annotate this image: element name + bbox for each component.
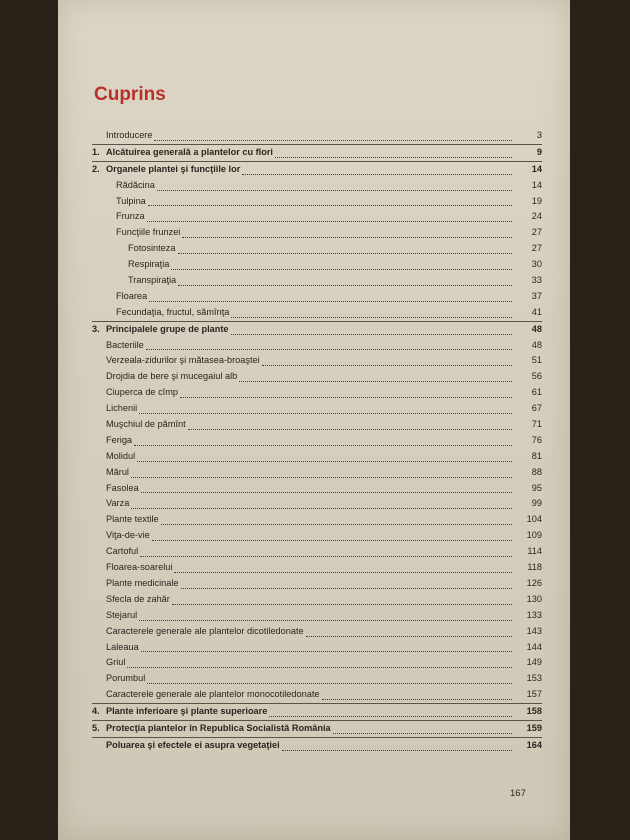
toc-entry-page: 48 [531, 339, 542, 350]
toc-entry-page: 51 [531, 355, 542, 366]
book-page [58, 0, 570, 840]
toc-leader-dots [161, 508, 512, 525]
toc-leader-dots [141, 636, 512, 653]
toc-leader-dots [181, 572, 512, 589]
toc-entry-label: Introducere [106, 130, 153, 140]
toc-leader-dots [182, 221, 512, 238]
toc-entry-page: 76 [531, 434, 542, 445]
toc-entry-label: Organele plantei şi funcţiile lor [106, 163, 241, 174]
toc-entry-page: 130 [526, 593, 542, 604]
toc-leader-dots [157, 174, 512, 191]
toc-leader-dots [178, 237, 512, 254]
toc-entry-page: 144 [526, 641, 542, 652]
toc-entry-label: Tulpina [116, 195, 146, 206]
toc-entry-page: 14 [531, 163, 542, 174]
toc-entry-label: Mărul [106, 466, 129, 477]
toc-entry-page: 3 [536, 130, 542, 140]
toc-leader-dots [141, 477, 512, 494]
toc-leader-dots [148, 190, 512, 207]
toc-entry-label: Floarea-soarelui [106, 562, 173, 573]
toc-entry-page: 114 [527, 546, 542, 557]
toc-entry-label: Alcătuirea generală a plantelor cu flori [106, 146, 273, 157]
toc-entry-label: Muşchiul de pămînt [106, 419, 186, 430]
toc-entry-number: 5. [92, 722, 100, 733]
toc-leader-dots [231, 301, 512, 318]
toc-entry-label: Varza [106, 498, 130, 509]
toc-entry-page: 81 [531, 450, 542, 461]
toc-entry-page: 109 [526, 530, 542, 541]
toc-entry-label: Funcţiile frunzei [116, 227, 181, 238]
toc-entry-page: 9 [536, 146, 542, 157]
toc-entry-label: Plante medicinale [106, 577, 179, 588]
toc-entry-label: Griul [106, 657, 126, 668]
toc-entry-page: 95 [531, 482, 542, 493]
toc-entry-page: 71 [531, 419, 542, 430]
toc-entry-page: 67 [531, 403, 542, 414]
toc-entry-label: Sfecla de zahăr [106, 593, 170, 604]
toc-entry-label: Principalele grupe de plante [106, 323, 229, 334]
toc-leader-dots [171, 253, 512, 270]
toc-leader-dots [147, 667, 512, 684]
toc-entry-label: Poluarea şi efectele ei asupra vegetaţiei [106, 739, 280, 750]
toc-leader-dots [139, 604, 512, 621]
toc-leader-dots [172, 588, 512, 605]
toc-entry-label: Caracterele generale ale plantelor dicotiledonate [106, 625, 304, 636]
toc-entry [92, 737, 542, 754]
toc-leader-dots [269, 700, 512, 717]
toc-leader-dots [147, 205, 512, 222]
toc-entry-page: 48 [531, 323, 542, 334]
toc-entry-page: 157 [526, 689, 542, 700]
toc-entry-label: Fotosinteza [128, 243, 176, 254]
toc-leader-dots [134, 429, 512, 446]
toc-leader-dots [239, 365, 512, 382]
page-number: 167 [510, 788, 526, 799]
toc-entry-page: 164 [526, 739, 542, 750]
toc-entry-page: 14 [531, 179, 542, 190]
toc-entry-page: 143 [526, 625, 542, 636]
toc-leader-dots [140, 540, 512, 557]
toc-entry-label: Fasolea [106, 482, 139, 493]
toc-entry-number: 3. [92, 323, 100, 334]
toc-entry-label: Verzeala-zidurilor şi mătasea-broaştei [106, 355, 260, 366]
toc-leader-dots [180, 381, 512, 398]
toc-leader-dots [137, 445, 512, 462]
toc-leader-dots [131, 492, 512, 509]
toc-entry-number: 2. [92, 163, 100, 174]
toc-entry-label: Feriga [106, 434, 133, 445]
toc-entry-label: Viţa-de-vie [106, 530, 150, 541]
toc-entry-label: Bacteriile [106, 339, 144, 350]
toc-entry-label: Transpiraţia [128, 275, 177, 286]
toc-entry-page: 88 [531, 466, 542, 477]
toc-leader-dots [131, 461, 512, 478]
toc-leader-dots [146, 334, 512, 351]
toc-leader-dots [306, 620, 512, 637]
toc-entry-label: Lichenii [106, 403, 138, 414]
toc-entry-page: 118 [527, 562, 542, 573]
toc-leader-dots [139, 397, 512, 414]
toc-leader-dots [152, 524, 512, 541]
toc-entry-label: Fecundaţia, fructul, sămînţa [116, 306, 230, 317]
toc-leader-dots [275, 141, 512, 158]
toc-entry-label: Protecţia plantelor în Republica Socialistă România [106, 722, 331, 733]
toc-entry-page: 153 [526, 673, 542, 684]
toc-entry-label: Rădăcina [116, 179, 155, 190]
toc-leader-dots [188, 413, 512, 430]
toc-entry-page: 104 [526, 514, 542, 525]
toc-entry-page: 27 [531, 227, 542, 238]
toc-entry-label: Laleaua [106, 641, 139, 652]
toc-entry-label: Floarea [116, 290, 148, 301]
toc-entry-label: Stejarul [106, 609, 138, 620]
toc-leader-dots [149, 285, 512, 302]
toc-leader-dots [322, 683, 512, 700]
table-of-contents [92, 128, 542, 754]
toc-entry-label: Cartoful [106, 546, 139, 557]
toc-entry-page: 149 [526, 657, 542, 668]
toc-entry-page: 37 [531, 290, 542, 301]
toc-entry-page: 99 [531, 498, 542, 509]
toc-leader-dots [282, 734, 512, 751]
page-title: Cuprins [94, 84, 166, 105]
toc-leader-dots [178, 269, 512, 286]
toc-leader-dots [154, 124, 512, 141]
toc-leader-dots [231, 318, 512, 335]
toc-entry-label: Porumbul [106, 673, 146, 684]
toc-entry-page: 61 [531, 387, 542, 398]
toc-leader-dots [127, 651, 512, 668]
toc-entry-label: Plante inferioare şi plante superioare [106, 706, 268, 717]
toc-entry-label: Plante textile [106, 514, 159, 525]
toc-entry-page: 41 [531, 306, 542, 317]
toc-leader-dots [333, 717, 512, 734]
toc-entry-label: Caracterele generale ale plantelor monocotiledonate [106, 689, 320, 700]
toc-leader-dots [242, 158, 512, 175]
toc-entry-page: 19 [531, 195, 542, 206]
toc-entry-number: 4. [92, 706, 100, 717]
toc-entry-label: Molidul [106, 450, 136, 461]
toc-entry-page: 158 [526, 706, 542, 717]
toc-entry-page: 27 [531, 243, 542, 254]
toc-entry-page: 126 [526, 577, 542, 588]
toc-leader-dots [174, 556, 512, 573]
toc-entry-page: 30 [531, 259, 542, 270]
toc-entry-page: 159 [526, 722, 542, 733]
toc-entry-label: Respiraţia [128, 259, 170, 270]
toc-entry-page: 56 [531, 371, 542, 382]
toc-entry-page: 24 [531, 211, 542, 222]
toc-entry-label: Drojdia de bere şi mucegaiul alb [106, 371, 238, 382]
toc-entry-page: 133 [526, 609, 542, 620]
toc-entry-label: Ciuperca de cîmp [106, 387, 179, 398]
toc-entry-page: 33 [531, 275, 542, 286]
toc-leader-dots [262, 349, 512, 366]
toc-entry-label: Frunza [116, 211, 145, 222]
toc-entry-number: 1. [92, 146, 100, 157]
